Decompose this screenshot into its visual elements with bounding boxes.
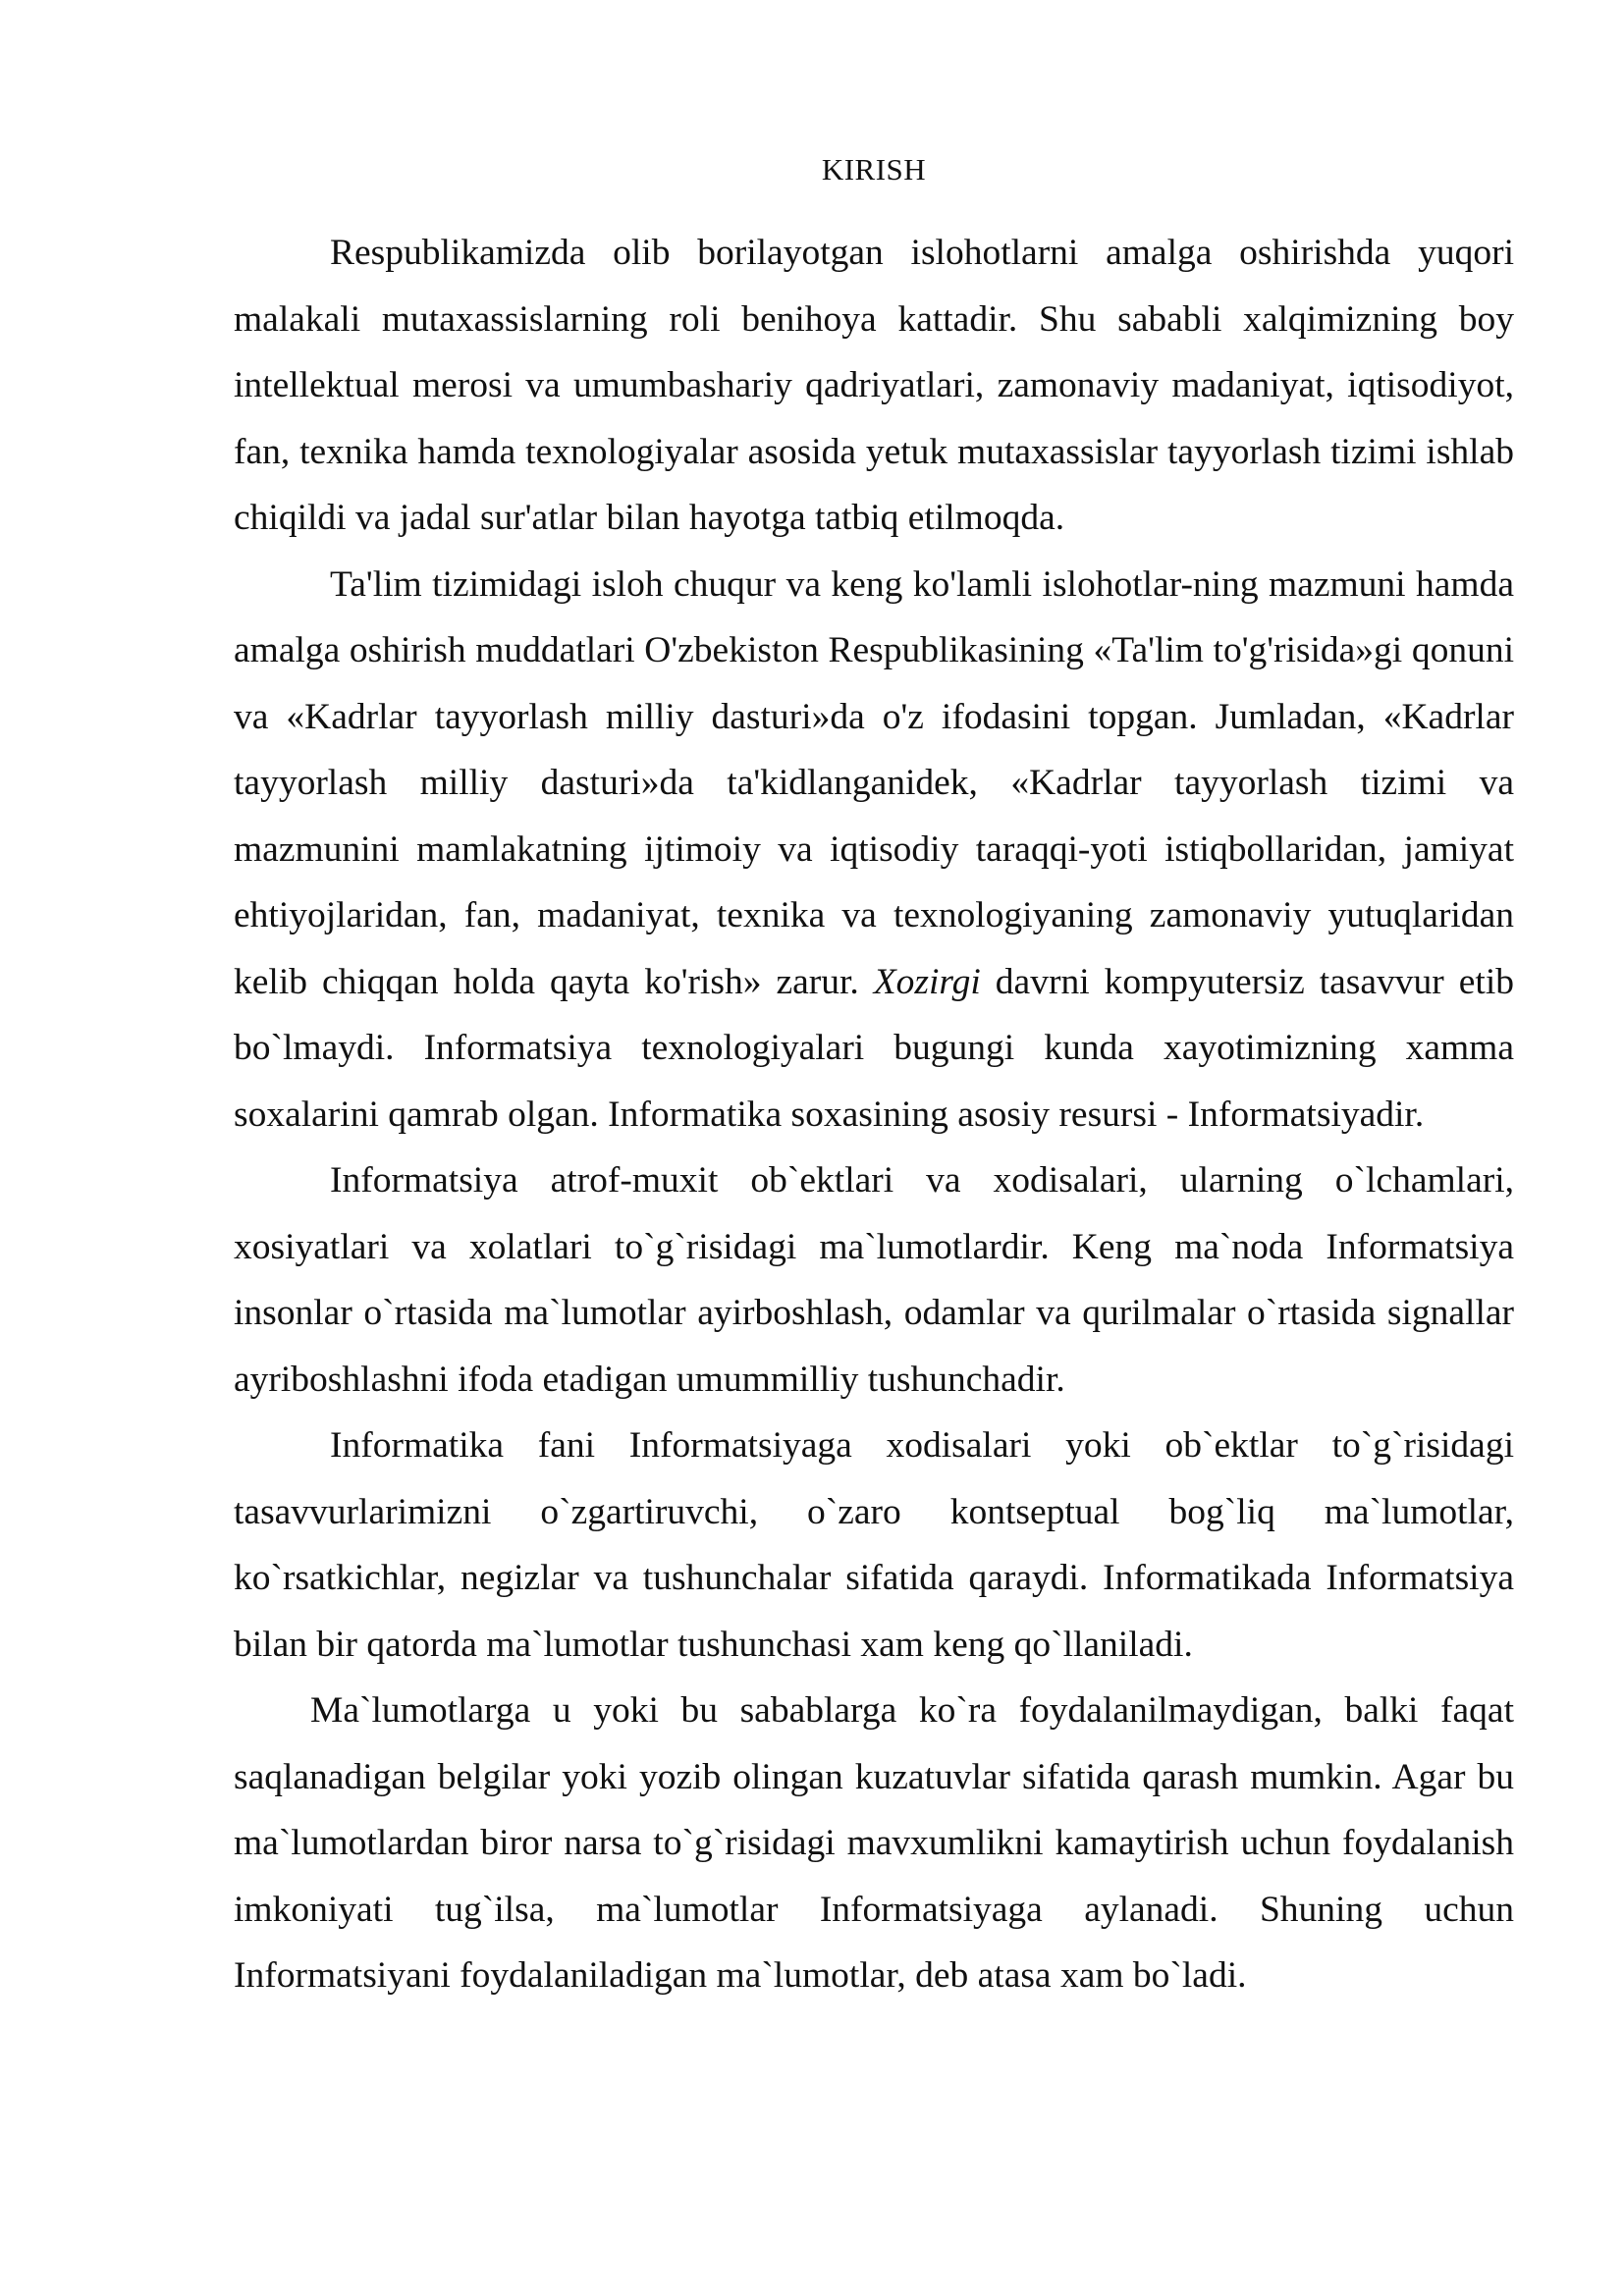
- paragraph-4: Informatika fani Informatsiyaga xodisalari yoki ob`ektlar to`g`risidagi tasavvurlarimizni o`zgartiruvchi, o`zaro kontseptual bog`liq ma`lumotlar, ko`rsatkichlar, negizlar va tushunchalar sifatida qaraydi. Informatikada Informatsiya bilan bir qatorda ma`lumotlar tushunchasi xam keng qo`llaniladi.: [234, 1425, 1514, 1665]
- paragraph-1: Respublikamizda olib borilayotgan islohotlarni amalga oshirishda yuqori malakali mutaxassislarning roli benihoya kattadir. Shu sababli xalqimizning boy intellektual merosi va umumbashariy qadriyatlari, zamonaviy madaniyat, iqtisodiyot, fan, texnika hamda texnologiyalar asosida yetuk mutaxassislar tayyorlash tizimi ishlab chiqildi va jadal sur'atlar bilan hayotga tatbiq etilmoqda.: [234, 233, 1514, 538]
- document-body: [234, 220, 1514, 2009]
- paragraph-5: Ma`lumotlarga u yoki bu sabablarga ko`ra foydalanilmaydigan, balki faqat saqlanadigan belgilar yoki yozib olingan kuzatuvlar sifatida qarash mumkin. Agar bu ma`lumotlardan biror narsa to`g`risidagi mavxumlikni kamaytirish uchun foydalanish imkoniyati tug`ilsa, ma`lumotlar Informatsiyaga aylanadi. Shuning uchun Informatsiyani foydalaniladigan ma`lumotlar, deb atasa xam bo`ladi.: [234, 1690, 1514, 1996]
- document-title: KIRISH: [821, 152, 927, 187]
- paragraph-2-italic-word: Xozirgi: [873, 961, 981, 1002]
- paragraph-2: [234, 552, 1514, 1148]
- paragraph-2-text-start: Ta'lim tizimidagi isloh chuqur va keng ko'lamli islohotlar-ning mazmuni hamda amalga oshirish muddatlari O'zbekiston Respublikasining «Ta'lim to'g'risida»gi qonuni va «Kadrlar tayyorlash milliy dasturi»da o'z ifodasini topgan. Jumladan, «Kadrlar tayyorlash milliy dasturi»da ta'kidlanganidek, «Kadrlar tayyorlash tizimi va mazmunini mamlakatning ijtimoiy va iqtisodiy taraqqi-yoti istiqbollaridan, jamiyat ehtiyojlaridan, fan, madaniyat, texnika va texnologiyaning zamonaviy yutuqlaridan kelib chiqqan holda qayta ko'rish» zarur.: [234, 563, 1514, 1002]
- paragraph-2-text-end: davrni kompyutersiz tasavvur etib bo`lmaydi. Informatsiya texnologiyalari bugungi kunda xayotimizning xamma soxalarini qamrab olgan. Informatika soxasining asosiy resursi - Informatsiyadir.: [234, 961, 1514, 1135]
- paragraph-3: Informatsiya atrof-muxit ob`ektlari va xodisalari, ularning o`lchamlari, xosiyatlari va xolatlari to`g`risidagi ma`lumotlardir. Keng ma`noda Informatsiya insonlar o`rtasida ma`lumotlar ayirboshlash, odamlar va qurilmalar o`rtasida signallar ayriboshlashni ifoda etadigan umummilliy tushunchadir.: [234, 1160, 1514, 1400]
